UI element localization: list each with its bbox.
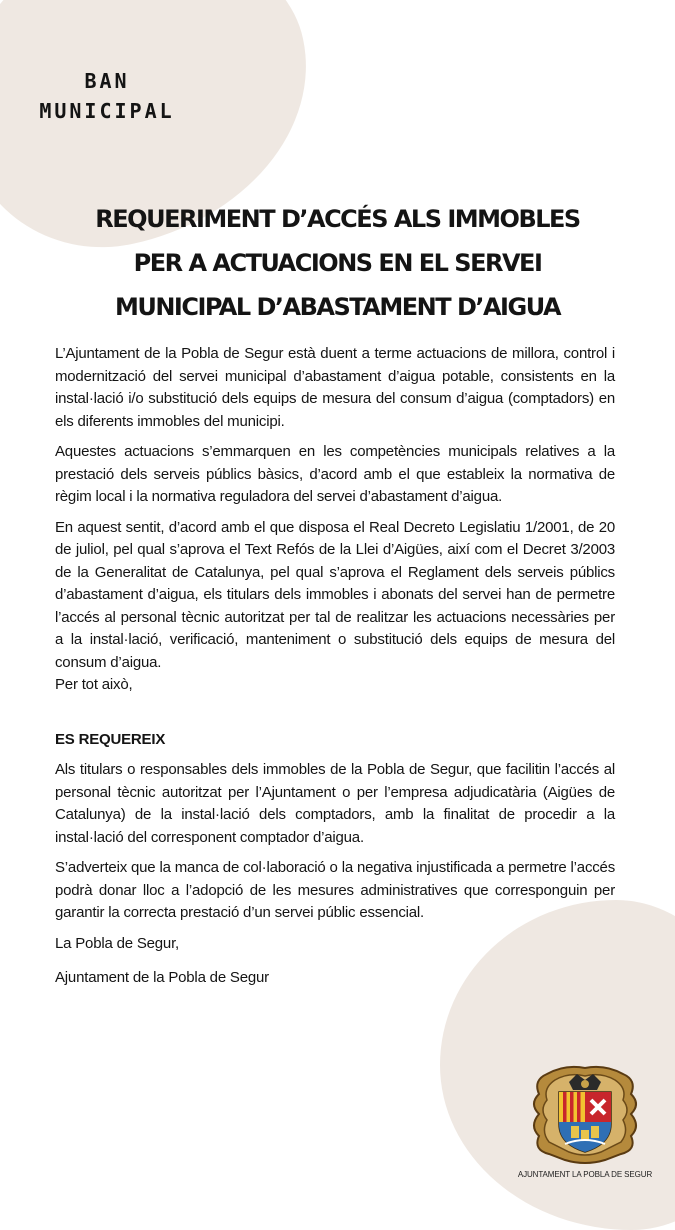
paragraph-therefore: Per tot això, xyxy=(55,676,133,693)
ban-line-1: BAN xyxy=(84,69,130,93)
logo-caption: AJUNTAMENT LA POBLA DE SEGUR xyxy=(517,1170,653,1179)
closing-place: La Pobla de Segur, xyxy=(55,934,180,952)
paragraph-intro: L’Ajuntament de la Pobla de Segur està duent a terme actuacions de millora, control i modernització del servei municipal d’abastament d’aigua potable, consistents en la instal·lació i/o substitució dels equips de mesura del consum d’aigua (comptadors) en els diferents immobles del municipi. xyxy=(55,345,615,430)
document-body xyxy=(55,343,615,998)
title-line-1: REQUERIMENT D’ACCÉS ALS IMMOBLES xyxy=(95,205,580,233)
paragraph-requirement: Als titulars o responsables dels immobles de la Pobla de Segur, que facilitin l’accés al personal tècnic autoritzat per l’Ajuntament o per l’empresa adjudicatària (Aigües de Catalunya) de la instal·lació dels comptadors, amb la finalitat de procedir a la instal·lació del corresponent comptador d’aigua. xyxy=(55,761,615,846)
paragraph-warning: S’adverteix que la manca de col·laboració o la negativa injustificada a permetre l’accés podrà donar lloc a l’adopció de les mesures administratives que corresponguin per garantir la correcta prestació d’un servei públic essencial. xyxy=(55,859,615,921)
title-line-3: MUNICIPAL D’ABASTAMENT D’AIGUA xyxy=(114,293,561,321)
section-heading: ES REQUEREIX xyxy=(55,730,166,748)
ban-municipal-label xyxy=(32,66,182,126)
paragraph-legal-basis: En aquest sentit, d’acord amb el que disposa el Real Decreto Legislatiu 1/2001, de 20 de juliol, pel qual s’aprova el Text Refós de la Llei d’Aigües, així com el Decret 3/2003 de la Generalitat de Catalunya, pel qual s’aprova el Reglament dels serveis públics d’abastament d’aigua, els titulars dels immobles i abonats del servei han de permetre l’accés al personal tècnic autoritzat per tal de realitzar les actuacions necessàries per a la instal·lació, verificació, manteniment o substitució dels equips de mesura del consum d’aigua. xyxy=(55,518,615,671)
page-title xyxy=(30,197,645,329)
coat-of-arms-logo xyxy=(525,1060,645,1168)
ban-line-2: MUNICIPAL xyxy=(39,99,175,123)
paragraph-competences: Aquestes actuacions s’emmarquen en les competències municipals relatives a la prestació dels serveis públics bàsics, d’acord amb el que estableix la normativa de règim local i la normativa reguladora del servei d’abastament d’aigua. xyxy=(55,443,615,505)
title-line-2: PER A ACTUACIONS EN EL SERVEI xyxy=(133,249,542,277)
closing-signature: Ajuntament de la Pobla de Segur xyxy=(55,969,269,986)
